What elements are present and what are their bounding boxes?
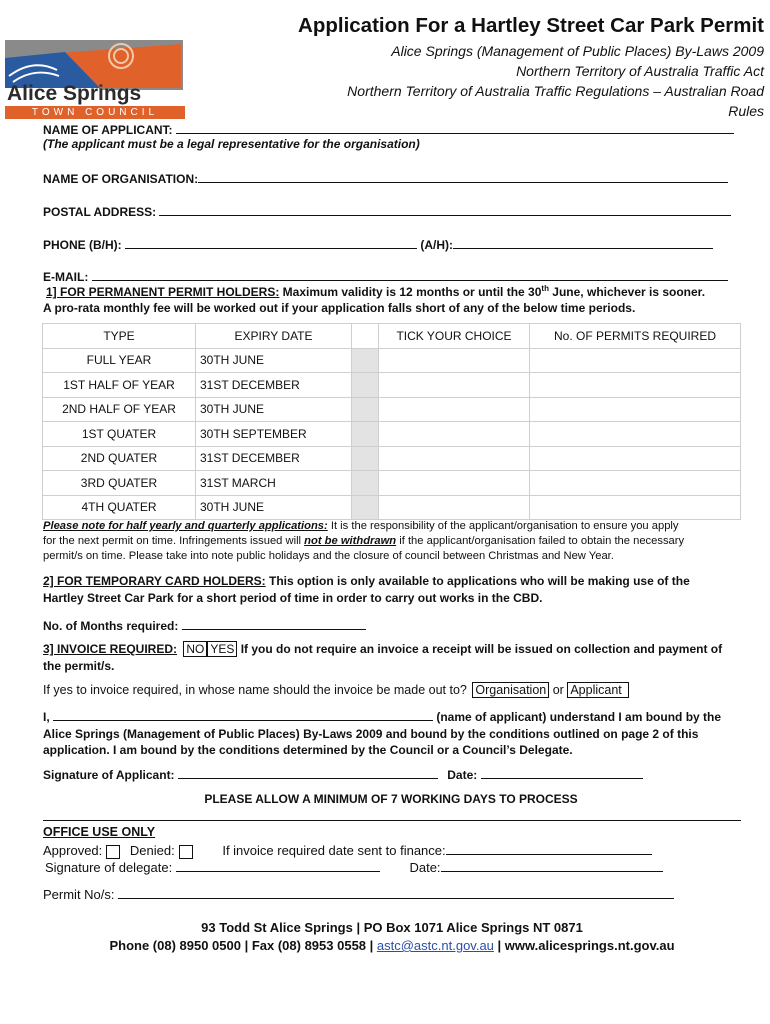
applicant-name-field[interactable] bbox=[176, 121, 734, 134]
delegate-label: Signature of delegate: bbox=[45, 860, 173, 875]
processing-notice: PLEASE ALLOW A MINIMUM OF 7 WORKING DAYS TO PROCESS bbox=[204, 792, 578, 806]
note-emphasis: not be withdrawn bbox=[304, 535, 397, 547]
table-row bbox=[43, 495, 741, 520]
section1-text-a: Maximum validity is 12 months or until the 30 bbox=[279, 285, 542, 299]
email-row bbox=[43, 268, 728, 284]
note-text-1: It is the responsibility of the applicant/organisation to ensure you apply bbox=[327, 520, 679, 532]
invoice-question: If yes to invoice required, in whose name should the invoice be made out to? bbox=[43, 683, 467, 697]
phone-ah-label: (A/H): bbox=[420, 238, 454, 252]
section1-sup: th bbox=[541, 284, 549, 293]
declaration-after: (name of applicant) understand I am bound by the bbox=[433, 710, 722, 724]
row-shade bbox=[352, 373, 379, 398]
office-use-heading: OFFICE USE ONLY bbox=[43, 825, 156, 839]
row-type: 2ND HALF OF YEAR bbox=[43, 397, 196, 422]
postal-address-field[interactable] bbox=[159, 203, 731, 216]
invoice-or: or bbox=[552, 683, 564, 697]
row-shade bbox=[352, 422, 379, 447]
invoice-no-option[interactable]: NO bbox=[183, 641, 207, 657]
row-tick-cell[interactable] bbox=[379, 397, 530, 422]
header-subtitle-3: Northern Territory of Australia Traffic Regulations – Australian Road bbox=[347, 83, 764, 99]
row-tick-cell[interactable] bbox=[379, 446, 530, 471]
invoice-organisation-option[interactable]: Organisation bbox=[472, 682, 549, 698]
invoice-yes-option[interactable]: YES bbox=[207, 641, 237, 657]
office-approval-row bbox=[43, 842, 652, 859]
footer-website: | www.alicesprings.nt.gov.au bbox=[493, 938, 675, 953]
table-row bbox=[43, 446, 741, 471]
email-field[interactable] bbox=[92, 268, 728, 281]
row-expiry: 31ST DECEMBER bbox=[196, 373, 352, 398]
row-permits-cell[interactable] bbox=[530, 348, 741, 373]
phone-bh-field[interactable] bbox=[125, 236, 417, 249]
applicant-note: (The applicant must be a legal representative for the organisation) bbox=[43, 137, 420, 151]
row-tick-cell[interactable] bbox=[379, 373, 530, 398]
row-permits-cell[interactable] bbox=[530, 373, 741, 398]
denied-checkbox[interactable] bbox=[179, 845, 193, 859]
header-type: TYPE bbox=[43, 324, 196, 349]
declaration-i: I, bbox=[43, 710, 50, 724]
section2-text-2: Hartley Street Car Park for a short period of time in order to carry out works in the CBD. bbox=[43, 591, 543, 605]
note-text-2b: if the applicant/organisation failed to obtain the necessary bbox=[396, 535, 685, 547]
approved-label: Approved: bbox=[43, 843, 103, 858]
table-header-row bbox=[43, 324, 741, 349]
header-blank bbox=[352, 324, 379, 349]
section3 bbox=[43, 641, 722, 675]
row-permits-cell[interactable] bbox=[530, 422, 741, 447]
declaration-name-field[interactable] bbox=[53, 708, 433, 721]
months-row bbox=[43, 617, 366, 633]
header-tick: TICK YOUR CHOICE bbox=[379, 324, 530, 349]
row-type: 1ST QUATER bbox=[43, 422, 196, 447]
months-label: No. of Months required: bbox=[43, 619, 179, 633]
denied-label: Denied: bbox=[129, 843, 175, 858]
row-expiry: 30TH JUNE bbox=[196, 348, 352, 373]
row-permits-cell[interactable] bbox=[530, 397, 741, 422]
section3-text-2: the permit/s. bbox=[43, 659, 115, 673]
declaration bbox=[43, 708, 721, 759]
row-type: 1ST HALF OF YEAR bbox=[43, 373, 196, 398]
note-text-2a: for the next permit on time. Infringements issued will bbox=[43, 535, 305, 547]
phone-row bbox=[43, 236, 713, 252]
row-tick-cell[interactable] bbox=[379, 348, 530, 373]
page-title: Application For a Hartley Street Car Park Permit bbox=[298, 14, 764, 37]
office-delegate-row bbox=[45, 859, 663, 875]
logo-name: Alice Springs bbox=[7, 82, 142, 105]
invoice-name-row bbox=[43, 682, 629, 698]
phone-ah-field[interactable] bbox=[453, 236, 713, 249]
row-type: 4TH QUATER bbox=[43, 495, 196, 520]
permit-number-row bbox=[43, 886, 674, 902]
row-type: FULL YEAR bbox=[43, 348, 196, 373]
months-field[interactable] bbox=[182, 617, 366, 630]
applicant-label: NAME OF APPLICANT: bbox=[43, 123, 173, 137]
section2-heading: 2] FOR TEMPORARY CARD HOLDERS: bbox=[43, 574, 266, 588]
table-row bbox=[43, 471, 741, 496]
permit-table bbox=[42, 323, 741, 520]
section-divider bbox=[43, 820, 741, 821]
delegate-date-label: Date: bbox=[409, 860, 441, 875]
note-text-3: permit/s on time. Please take into note public holidays and the closure of council between Christmas and New Year. bbox=[43, 550, 614, 562]
finance-date-field[interactable] bbox=[446, 842, 652, 855]
section3-heading: 3] INVOICE REQUIRED: bbox=[43, 642, 178, 656]
section2-text-1: This option is only available to applications who will be making use of the bbox=[265, 574, 690, 588]
signature-label: Signature of Applicant: bbox=[43, 768, 175, 782]
row-tick-cell[interactable] bbox=[379, 422, 530, 447]
table-row bbox=[43, 397, 741, 422]
section1-line1 bbox=[46, 284, 705, 299]
signature-date-field[interactable] bbox=[481, 766, 643, 779]
row-type: 2ND QUATER bbox=[43, 446, 196, 471]
finance-label: If invoice required date sent to finance: bbox=[222, 843, 446, 858]
row-type: 3RD QUATER bbox=[43, 471, 196, 496]
section3-text-1: If you do not require an invoice a receipt will be issued on collection and payment of bbox=[237, 642, 723, 656]
footer-address: 93 Todd St Alice Springs | PO Box 1071 Alice Springs NT 0871 bbox=[201, 920, 583, 935]
table-row bbox=[43, 422, 741, 447]
row-shade bbox=[352, 495, 379, 520]
footer-phone-fax: Phone (08) 8950 0500 | Fax (08) 8953 0558 | bbox=[109, 938, 377, 953]
row-expiry: 30TH JUNE bbox=[196, 495, 352, 520]
section1-heading: 1] FOR PERMANENT PERMIT HOLDERS: bbox=[46, 285, 280, 299]
phone-bh-label: PHONE (B/H): bbox=[43, 238, 122, 252]
note-lead: Please note for half yearly and quarterly applications: bbox=[43, 520, 328, 532]
logo-subtitle: TOWN COUNCIL bbox=[5, 106, 185, 119]
header-subtitle-1: Alice Springs (Management of Public Places) By-Laws 2009 bbox=[391, 43, 764, 59]
permit-number-label: Permit No/s: bbox=[43, 887, 115, 902]
organisation-field[interactable] bbox=[198, 170, 728, 183]
applicant-row bbox=[43, 121, 734, 137]
row-tick-cell[interactable] bbox=[379, 471, 530, 496]
header-subtitle-4: Rules bbox=[728, 103, 764, 119]
half-yearly-note bbox=[43, 519, 684, 564]
delegate-date-field[interactable] bbox=[441, 859, 663, 872]
footer-email-link[interactable]: astc@astc.nt.gov.au bbox=[376, 938, 494, 953]
signature-row bbox=[43, 766, 643, 782]
table-row bbox=[43, 348, 741, 373]
header-expiry: EXPIRY DATE bbox=[196, 324, 352, 349]
row-shade bbox=[352, 446, 379, 471]
permit-number-field[interactable] bbox=[118, 886, 674, 899]
row-shade bbox=[352, 471, 379, 496]
footer-contact bbox=[0, 938, 770, 953]
header-permits: No. OF PERMITS REQUIRED bbox=[530, 324, 741, 349]
row-shade bbox=[352, 397, 379, 422]
signature-date-label: Date: bbox=[447, 768, 478, 782]
approved-checkbox[interactable] bbox=[106, 845, 120, 859]
organisation-label: NAME OF ORGANISATION: bbox=[43, 172, 199, 186]
row-permits-cell[interactable] bbox=[530, 471, 741, 496]
invoice-applicant-option[interactable]: Applicant bbox=[567, 682, 628, 698]
row-expiry: 30TH SEPTEMBER bbox=[196, 422, 352, 447]
row-expiry: 31ST MARCH bbox=[196, 471, 352, 496]
row-expiry: 31ST DECEMBER bbox=[196, 446, 352, 471]
table-row bbox=[43, 373, 741, 398]
section1-line2: A pro-rata monthly fee will be worked out if your application falls short of any of the below time periods. bbox=[43, 301, 636, 315]
postal-label: POSTAL ADDRESS: bbox=[43, 205, 157, 219]
declaration-line-2: Alice Springs (Management of Public Places) By-Laws 2009 and bound by the conditions outlined on page 2 of this bbox=[43, 726, 699, 741]
row-permits-cell[interactable] bbox=[530, 446, 741, 471]
row-tick-cell[interactable] bbox=[379, 495, 530, 520]
delegate-signature-field[interactable] bbox=[176, 859, 380, 872]
organisation-row bbox=[43, 170, 728, 186]
postal-row bbox=[43, 203, 731, 219]
row-permits-cell[interactable] bbox=[530, 495, 741, 520]
email-label: E-MAIL: bbox=[43, 270, 89, 284]
row-expiry: 30TH JUNE bbox=[196, 397, 352, 422]
header-subtitle-2: Northern Territory of Australia Traffic Act bbox=[516, 63, 764, 79]
declaration-line-3: application. I am bound by the conditions determined by the Council or a Council’s Delegate. bbox=[43, 743, 573, 757]
section1-text-b: June, whichever is sooner. bbox=[548, 285, 706, 299]
section2 bbox=[43, 573, 690, 607]
row-shade bbox=[352, 348, 379, 373]
council-logo bbox=[5, 40, 185, 122]
signature-field[interactable] bbox=[178, 766, 438, 779]
